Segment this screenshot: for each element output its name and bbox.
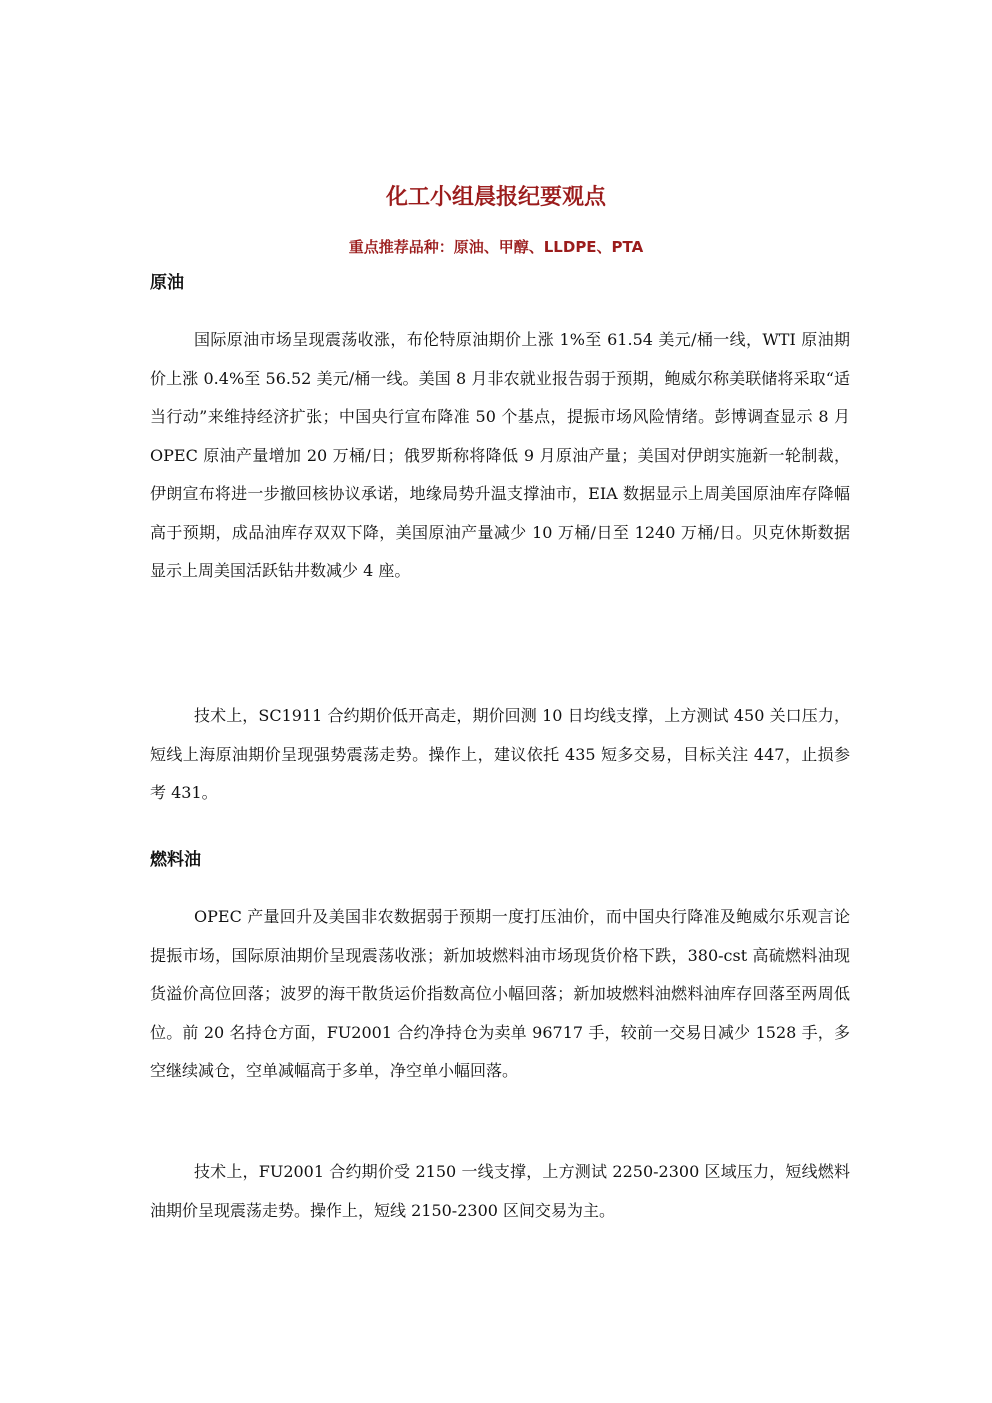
paragraph-crude-oil-technical: 技术上，SC1911 合约期价低开高走，期价回测 10 日均线支撑，上方测试 450 关口压力，短线上海原油期价呈现强势震荡走势。操作上，建议依托 435 短多交易，目标关注 447，止损参考 431。	[150, 706, 850, 802]
paragraph-fuel-oil-technical: 技术上，FU2001 合约期价受 2150 一线支撑，上方测试 2250-2300 区域压力，短线燃料油期价呈现震荡走势。操作上，短线 2150-2300 区间交易为主。	[150, 1162, 850, 1220]
section-heading-crude-oil: 原油	[150, 273, 184, 293]
paragraph-crude-oil-market: 国际原油市场呈现震荡收涨，布伦特原油期价上涨 1%至 61.54 美元/桶一线，WTI 原油期价上涨 0.4%至 56.52 美元/桶一线。美国 8 月非农就业报告弱于预期，鲍威尔称美联储将采取“适当行动”来维持经济扩张；中国央行宣布降准 50 个基点，提振市场风险情绪。彭博调查显示 8 月 OPEC 原油产量增加 20 万桶/日；俄罗斯称将降低 9 月原油产量；美国对伊朗实施新一轮制裁，伊朗宣布将进一步撤回核协议承诺，地缘局势升温支撑油市，EIA 数据显示上周美国原油库存降幅高于预期，成品油库存双双下降，美国原油产量减少 10 万桶/日至 1240 万桶/日。贝克休斯数据显示上周美国活跃钻井数减少 4 座。	[150, 330, 850, 580]
section-heading-fuel-oil: 燃料油	[150, 850, 201, 870]
document-subtitle: 重点推荐品种：原油、甲醇、LLDPE、PTA	[348, 238, 644, 256]
paragraph-fuel-oil-market: OPEC 产量回升及美国非农数据弱于预期一度打压油价，而中国央行降准及鲍威尔乐观言论提振市场，国际原油期价呈现震荡收涨；新加坡燃料油市场现货价格下跌，380-cst 高硫燃料油现货溢价高位回落；波罗的海干散货运价指数高位小幅回落；新加坡燃料油燃料油库存回落至两周低位。前 20 名持仓方面，FU2001 合约净持仓为卖单 96717 手，较前一交易日减少 1528 手，多空继续减仓，空单减幅高于多单，净空单小幅回落。	[150, 907, 850, 1080]
document-title: 化工小组晨报纪要观点	[385, 185, 606, 210]
